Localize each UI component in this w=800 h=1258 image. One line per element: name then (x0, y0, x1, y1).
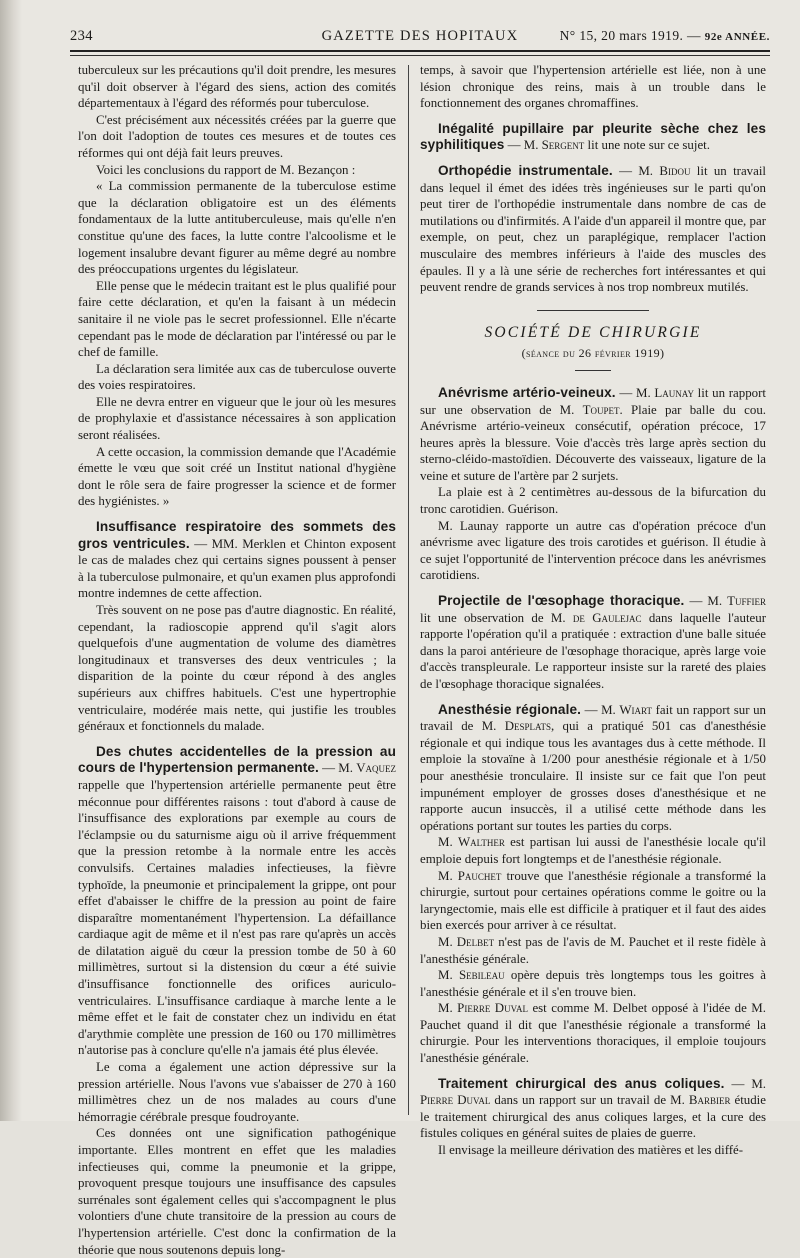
section-separator (537, 310, 649, 311)
society-title: SOCIÉTÉ DE CHIRURGIE (484, 323, 702, 341)
author-name: Sergent (541, 138, 585, 153)
text-run: étudie le traitement chirurgical des anus coliques larges, et la cure des fistules coliques en général suites de plaies de guerre. (420, 1093, 766, 1141)
section-heading: Insuffisance respiratoire des sommets des gros ventricules. (78, 519, 396, 551)
page-header (70, 28, 770, 46)
text-run: lit un travail dans lequel il émet des idées très ingénieuses sur le parti qu'on peut tirer de l'orthopédie instrumentale dans nombre de cas de mutilations ou d'infirmités. A l'aide d'un appareil il montre que, par exemple, on peut, chez un paraplégique, remplacer l'action musculaire des membres inférieurs à l'aide des muscles des épaules. Il y a là une série de recherches fort intéressantes et qui peuvent rendre de grands services à nos trop nombreux mutilés. (420, 163, 766, 295)
paragraph: La plaie est à 2 centimètres au-dessous de la bifurcation du tronc carotidien. Guérison. (420, 485, 766, 517)
text-run: fait un rapport sur un travail de M. (420, 702, 766, 734)
short-separator (575, 370, 611, 371)
author-name: de Gaulejac (572, 610, 642, 625)
text-run: rappelle que l'hypertension artérielle permanente peut être méconnue pour différentes raisons : tout d'abord à cause de l'insuffisance des explorations par exemple au cours de l'éclampsie ou du saturnisme aigu où il arrive fréquemment que la pression retombe à la normale entre les accès convulsifs. Certaines maladies infectieuses, la fièvre typhoïde, la pneumonie et principalement la grippe, ont pour effet d'abaisser le chiffre de la pression au point de faire disparaître momentanément l'hypertension. La défaillance cardiaque agit de même et il n'est pas rare qu'après un accès de dilatation aiguë du cœur la pression tombe de 50 à 60 millimètres, surtout si la distension du cœur a été suivie d'insuffisance fonctionnelle des orifices auriculo-ventriculaires. L'insuffisance cardiaque à marche lente a le même effet et le fait de constater chez un individu en état d'arythmie complète une pression de 160 ou 170 millimètres n'autorise pas à conclure qu'elle n'a jamais été plus élevée. (78, 777, 396, 1058)
text-run: — M. (615, 385, 655, 400)
paragraph-pauchet (420, 868, 766, 934)
section-heading: Des chutes accidentelles de la pression au cours de l'hypertension permanente. (78, 743, 396, 776)
author-name: Pierre Duval (457, 1001, 528, 1016)
article-projectile (420, 593, 766, 693)
quoted-paragraph: Elle ne devra entrer en vigueur que le jour où les mesures de prophylaxie et d'assistance nécessaires à son application seront réalisées. (78, 394, 396, 443)
text-run: M. (438, 934, 457, 949)
right-column (420, 62, 767, 1158)
text-run: exposent le cas de malades chez qui certains signes poussent à penser à la tuberculose pulmonaire, et qu'un examen plus approfondi montre indemnes de cette affection. (78, 536, 396, 601)
paragraph-walther (420, 834, 766, 867)
text-run: n'est pas de l'avis de M. Pauchet et il reste fidèle à l'anesthésie générale. (420, 934, 766, 966)
issue-info (560, 28, 770, 44)
paragraph: Très souvent on ne pose pas d'autre diagnostic. En réalité, cependant, la radioscopie apprend qu'il s'agit alors quelquefois d'une augmentation de volume des diamètres longitudinaux et transverses des deux ventricules ; la disparition de la pointe du cœur répond à des angles supérieurs aux chiffres habituels. C'est une hypertrophie ventriculaire, modérée mais nette, qui justifie les troubles généraux et fonctionnels du malade. (78, 603, 396, 734)
paragraph: tuberculeux sur les précautions qu'il doit prendre, les mesures qu'il doit observer à l'égard des siens, action des comités départementaux à l'égard des réformés pour tuberculose. (78, 63, 396, 111)
paragraph: Voici les conclusions du rapport de M. Bezançon : (96, 162, 356, 177)
text-run: opère depuis très longtemps tous les goitres à l'anesthésie générale et il s'en trouve bien. (420, 968, 766, 999)
text-run: M. (438, 835, 458, 850)
paragraph: C'est précisément aux nécessités créées par la guerre que l'on doit l'adoption de toutes ces mesures et de toutes ces réformes qui ont déjà fait leurs preuves. (78, 112, 396, 160)
author-name: Pauchet (457, 868, 502, 883)
text-run: — M. (504, 138, 542, 153)
binding-gutter (0, 0, 22, 1121)
text-run: — M. (318, 761, 357, 776)
paragraph-sebileau (420, 967, 766, 1000)
column-divider (408, 65, 409, 1115)
paragraph: Le coma a également une action dépressive sur la pression artérielle. Nous l'avons vue s'abaisser de 270 à 160 millimètres chez un de nos malades au cours d'une hémorragie cérébrale presque foudroyante. (78, 1060, 396, 1124)
paragraph: Ces données ont une signification pathogénique importante. Elles montrent en effet que les maladies infectieuses qui, comme la pneumonie et la grippe, provoquent presque toujours une insuffisance des capsules surrénales sont également celles qui s'accompagnent le plus volontiers d'une chute transitoire de la pression au cours de l'hypertension artérielle. C'est donc la confirmation de la théorie que nous soutenons depuis long- (78, 1126, 396, 1257)
text-run: M. (438, 868, 458, 883)
author-name: Desplats (504, 719, 552, 734)
section-heading: Orthopédie instrumentale. (438, 162, 613, 178)
text-run: — M. (612, 163, 660, 178)
text-run: est partisan lui aussi de l'anesthésie locale qu'il emploie depuis fort longtemps et de l'anesthésie régionale. (420, 835, 766, 866)
author-name: Wiart (619, 702, 653, 717)
text-run: — MM. (189, 536, 243, 551)
text-run: lit une observation de M. (420, 610, 573, 625)
page-number: 234 (70, 28, 93, 44)
article-orthopedie (420, 163, 766, 296)
section-heading: Inégalité pupillaire par pleurite sèche chez les syphilitiques (420, 120, 766, 153)
text-run: M. (438, 1001, 458, 1016)
quoted-paragraph: Elle pense que le médecin traitant est le plus qualifié pour faire cette déclaration, et qu'en la faisant à un médecin sanitaire il ne viole pas le secret professionnel. Elle n'écarte cependant pas le mode de déclaration par l'intéressé ou par le chef de famille. (78, 278, 396, 360)
author-name: Bidou (659, 163, 691, 178)
author-name: Sebileau (458, 968, 505, 983)
quoted-paragraph: « La commission permanente de la tuberculose estime que la déclaration obligatoire est un des éléments fondamentaux de la lutte antituberculeuse, mais qu'elle n'en constitue qu'une des faces, la lutte contre l'alcoolisme et le logement insalubre devant figurer au même degré au nombre des préoccupations urgentes du législateur. (78, 179, 396, 277)
paragraph-delbet (420, 934, 766, 967)
text-run: M. (438, 968, 459, 983)
author-name: Launay (654, 385, 694, 400)
article-anevrisme (420, 385, 766, 485)
author-name: Barbier (688, 1093, 731, 1108)
article-traitement (420, 1076, 766, 1142)
author-name: Walther (458, 835, 505, 850)
text-run: lit un rapport sur une observation de M. (420, 385, 766, 417)
issue-year: 92e ANNÉE. (704, 31, 770, 43)
article-anesthesie (420, 702, 766, 835)
text-run: trouve que l'anesthésie régionale a transformé la chirurgie, surtout pour certaines opérations comme le goitre ou la laryngectomie, mais elle est difficile à pratiquer et il faut des aides bien exercés pour arriver à ce résultat. (420, 868, 766, 933)
author-name: Toupet (582, 402, 620, 417)
quoted-paragraph: A cette occasion, la commission demande que l'Académie émette le vœu que soit créé un Institut national d'hygiène dont le rôle sera de faire progresser la science et de former des hygiénistes. » (78, 444, 396, 509)
text-run: . Plaie par balle du cou. Anévrisme artério-veineux consécutif, opération précoce, 17 heures après la blessure. Voie d'accès très large après section du sterno-cléido-mastoïdien. Découverte des vaisseaux, ligature de la veine et suture de l'artère par 2 surjets. (420, 402, 766, 483)
text-run: dans un rapport sur un travail de M. (490, 1093, 689, 1108)
session-date: (séance du 26 février 1919) (521, 346, 665, 361)
author-name: Vaquez (356, 761, 396, 776)
author-name: Tuffier (727, 594, 767, 609)
text-run: — M. (724, 1076, 766, 1091)
paragraph-duval (420, 1000, 766, 1066)
text-run: — M. (684, 594, 728, 609)
quoted-paragraph: La déclaration sera limitée aux cas de tuberculose ouverte des voies respiratoires. (78, 361, 396, 393)
left-column (78, 62, 396, 1257)
article-chutes (78, 744, 396, 1059)
section-heading: Anévrisme artério-veineux. (438, 384, 616, 400)
author-name: Pierre Duval (420, 1093, 491, 1108)
header-rule-thin (70, 55, 770, 56)
issue-date: N° 15, 20 mars 1919. — (559, 28, 701, 43)
text-run: dans laquelle l'auteur rapporte l'opération qu'il a pratiquée : extraction d'une balle située dans la paroi antérieure de l'œsophage thoracique, après large voie d'accès transpleurale. Le rapporteur insiste sur la rareté des plaies de l'œsophage thoracique signalées. (420, 610, 766, 691)
section-heading: Traitement chirurgical des anus coliques. (438, 1075, 725, 1091)
header-rule-thick (70, 50, 770, 52)
paragraph: M. Launay rapporte un autre cas d'opération précoce d'un anévrisme avec ligature des trois carotides et guérison. Il étudie à ce sujet l'opportunité de l'intervention précoce dans les anévrismes carotidiens. (420, 518, 766, 583)
section-heading: Projectile de l'œsophage thoracique. (438, 593, 685, 609)
journal-title: GAZETTE DES HOPITAUX (321, 28, 519, 44)
author-name: Delbet (456, 934, 495, 949)
author-names: Merklen et Chinton (242, 536, 346, 551)
article-inegalite (420, 121, 766, 154)
section-heading: Anesthésie régionale. (438, 701, 581, 717)
text-run: lit une note sur ce sujet. (584, 138, 710, 153)
paragraph: Il envisage la meilleure dérivation des matières et les diffé- (438, 1143, 744, 1158)
article-insuffisance (78, 519, 396, 602)
text-run: — M. (581, 702, 620, 717)
text-run: est comme M. Delbet opposé à l'idée de M. Pauchet quand il dit que l'anesthésie régionale a transformé la chirurgie. Pour les interventions thoraciques, il emploie toujours l'anesthésie générale. (420, 1001, 766, 1066)
paragraph: temps, à savoir que l'hypertension artérielle est liée, non à une lésion chronique des reins, mais à un trouble dans le fonctionnement des organes chromaffines. (420, 63, 766, 111)
text-run: , qui a pratiqué 501 cas d'anesthésie régionale et qui indique tous les avantages dus à cette méthode. Il emploie la stovaïne à 1/200 pour anesthésie régionale et à 1/50 pour anesthésie tronculaire. Il insiste sur ce fait que l'on peut impunément employer de grosses doses d'anesthésique et ne rapporte aucun insuccès, il a utilisé cette méthode dans les opérations portant sur toutes les parties du corps. (420, 719, 766, 833)
